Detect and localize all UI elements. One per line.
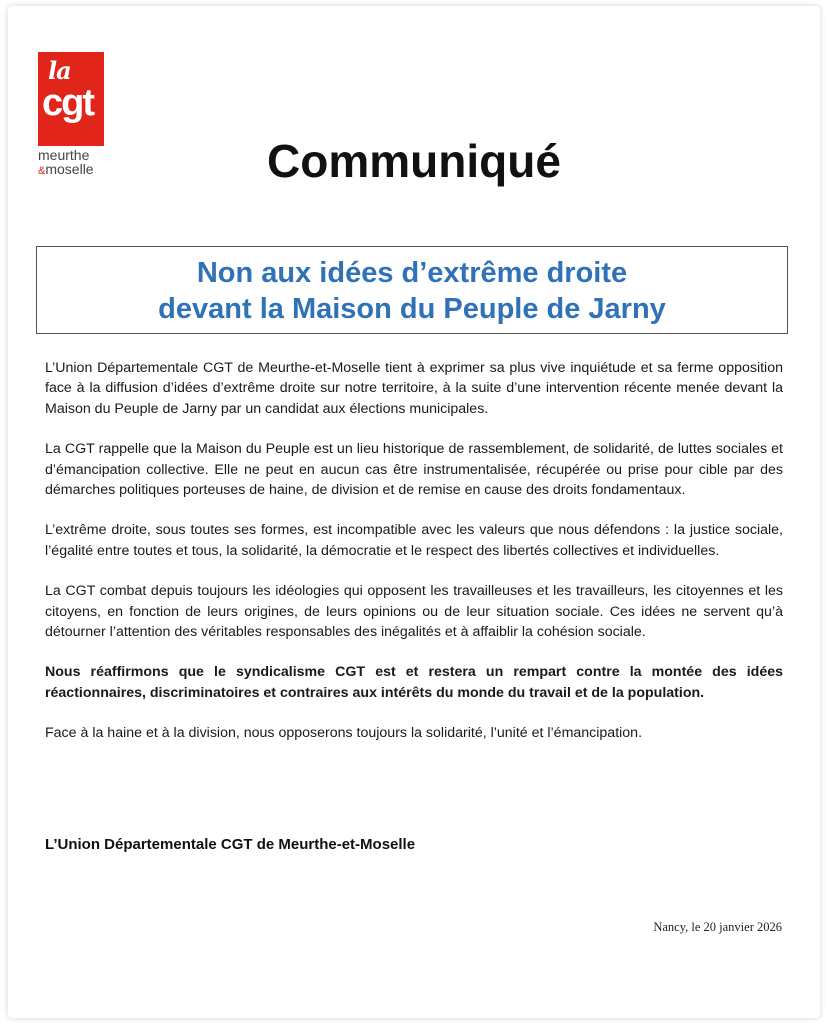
paragraph-5-emphasis: Nous réaffirmons que le syndicalisme CGT est et restera un rempart contre la montée des idées réactionnaires, discriminatoires et contraires aux intérêts du monde du travail et de la population. — [45, 664, 783, 701]
paragraph-4: La CGT combat depuis toujours les idéologies qui opposent les travailleuses et les travailleurs, les citoyennes et les citoyens, en fonction de leurs origines, de leurs opinions ou de leur situation sociale. Ces idées ne servent qu’à détourner l’attention des véritables responsables des inégalités et à affaiblir la cohésion sociale. — [45, 583, 783, 641]
logo-la-text: la — [48, 56, 71, 85]
paragraph-3: L’extrême droite, sous toutes ses formes, est incompatible avec les valeurs que nous défendons : la justice sociale, l’égalité entre toutes et tous, la solidarité, la démocratie et le respect des libertés collectives et individuelles. — [45, 522, 783, 559]
communique-body — [45, 358, 783, 764]
headline-box — [36, 246, 788, 334]
logo-ampersand-icon: & — [38, 165, 46, 177]
headline-line-2: devant la Maison du Peuple de Jarny — [158, 293, 666, 325]
logo-meurthe-text: meurthe — [38, 147, 90, 163]
logo-moselle-text: moselle — [45, 161, 94, 177]
cgt-logo-box — [38, 52, 104, 146]
dateline: Nancy, le 20 janvier 2026 — [653, 920, 782, 934]
paragraph-6: Face à la haine et à la division, nous opposerons toujours la solidarité, l’unité et l’émancipation. — [45, 725, 643, 742]
logo-cgt-text: cgt — [42, 82, 93, 124]
page-title: Communiqué — [267, 135, 561, 187]
paragraph-2: La CGT rappelle que la Maison du Peuple est un lieu historique de rassemblement, de solidarité, de luttes sociales et d’émancipation collective. Elle ne peut en aucun cas être instrumentalisée, récupérée ou prise pour cible par des démarches politiques porteuses de haine, de division et de remise en cause des droits fondamentaux. — [45, 441, 783, 499]
headline-line-1: Non aux idées d’extrême droite — [196, 257, 628, 289]
paragraph-1: L’Union Départementale CGT de Meurthe-et-Moselle tient à exprimer sa plus vive inquiétude et sa ferme opposition face à la diffusion d’idées d’extrême droite sur notre territoire, à la suite d’une intervention récente menée devant la Maison du Peuple de Jarny par un candidat aux élections municipales. — [45, 360, 783, 417]
signature: L’Union Départementale CGT de Meurthe-et-Moselle — [45, 836, 416, 853]
